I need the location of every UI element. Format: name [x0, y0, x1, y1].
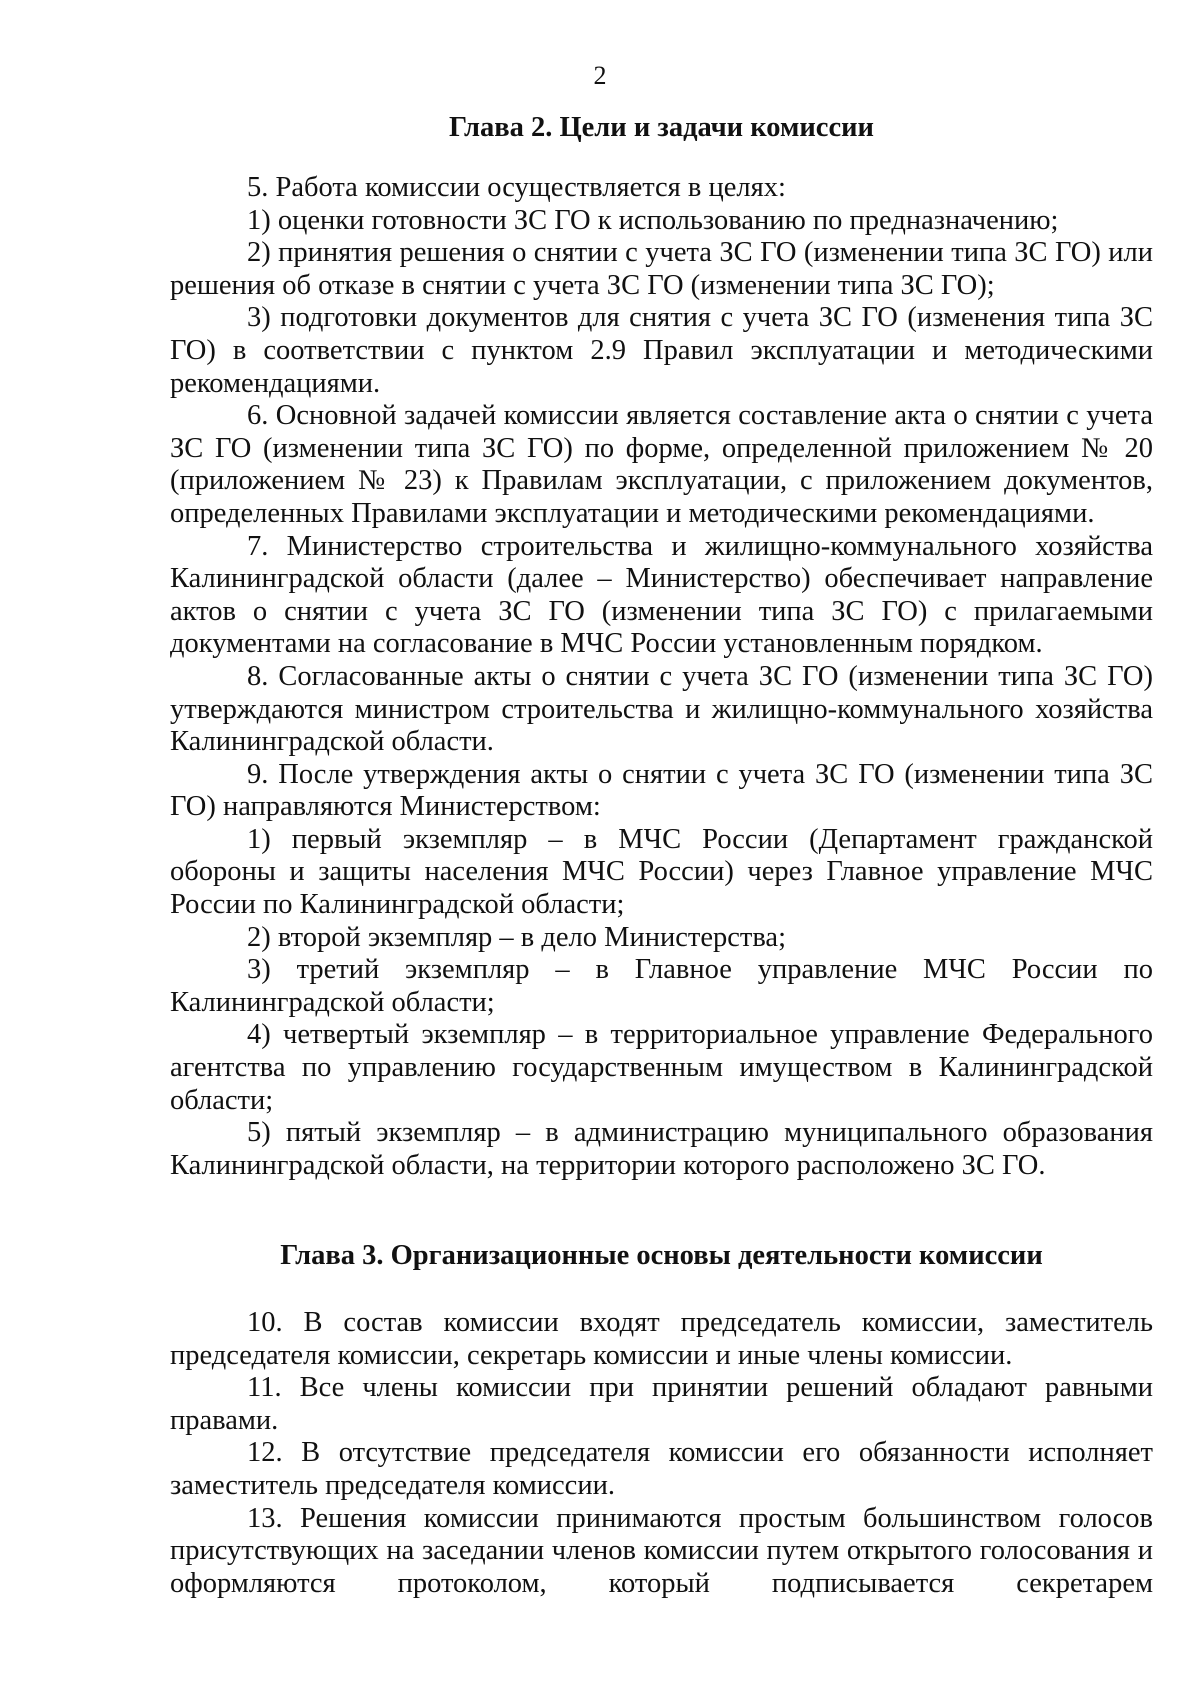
chapter-3-title: Глава 3. Организационные основы деятельности комиссии	[280, 1240, 1043, 1271]
paragraph-10: 10. В состав комиссии входят председатель комиссии, заместитель председателя комиссии, секретарь комиссии и иные члены комиссии.	[170, 1307, 1153, 1371]
paragraph-13: 13. Решения комиссии принимаются простым большинством голосов присутствующих на заседании членов комиссии путем открытого голосования и оформляются протоколом, который подписывается секретарем	[170, 1502, 1153, 1599]
paragraph-9-item-4: 4) четвертый экземпляр – в территориальное управление Федерального агентства по управлению государственным имуществом в Калининградской области;	[170, 1019, 1153, 1116]
paragraph-5-item-1: 1) оценки готовности ЗС ГО к использованию по предназначению;	[247, 204, 1059, 236]
page-number: 2	[593, 61, 607, 90]
paragraph-9-item-2: 2) второй экземпляр – в дело Министерства;	[247, 921, 786, 953]
paragraph-5-item-3: 3) подготовки документов для снятия с учета ЗС ГО (изменения типа ЗС ГО) в соответствии с пунктом 2.9 Правил эксплуатации и методическими рекомендациями.	[170, 302, 1153, 399]
paragraph-12: 12. В отсутствие председателя комиссии его обязанности исполняет заместитель председателя комиссии.	[170, 1437, 1153, 1501]
chapter-2-body	[170, 172, 1153, 1182]
paragraph-11: 11. Все члены комиссии при принятии решений обладают равными правами.	[170, 1372, 1153, 1436]
paragraph-7: 7. Министерство строительства и жилищно-коммунального хозяйства Калининградской области (далее – Министерство) обеспечивает направление актов о снятии с учета ЗС ГО (изменении типа ЗС ГО) с прилагаемыми документами на согласование в МЧС России установленным порядком.	[170, 530, 1153, 660]
chapter-2-title: Глава 2. Цели и задачи комиссии	[449, 112, 874, 143]
paragraph-5: 5. Работа комиссии осуществляется в целях:	[247, 172, 786, 203]
chapter-3-body	[170, 1307, 1153, 1600]
paragraph-9-item-1: 1) первый экземпляр – в МЧС России (Департамент гражданской обороны и защиты населения МЧС России) через Главное управление МЧС России по Калининградской области;	[170, 823, 1153, 921]
paragraph-6: 6. Основной задачей комиссии является составление акта о снятии с учета ЗС ГО (изменении типа ЗС ГО) по форме, определенной приложением № 20 (приложением № 23) к Правилам эксплуатации, с приложением документов, определенных Правилами эксплуатации и методическими рекомендациями.	[170, 400, 1153, 529]
paragraph-9-item-5: 5) пятый экземпляр – в администрацию муниципального образования Калининградской области, на территории которого расположено ЗС ГО.	[170, 1117, 1153, 1181]
paragraph-9-item-3: 3) третий экземпляр – в Главное управление МЧС России по Калининградской области;	[170, 954, 1153, 1018]
paragraph-8: 8. Согласованные акты о снятии с учета ЗС ГО (изменении типа ЗС ГО) утверждаются министром строительства и жилищно-коммунального хозяйства Калининградской области.	[170, 660, 1153, 758]
paragraph-9: 9. После утверждения акты о снятии с учета ЗС ГО (изменении типа ЗС ГО) направляются Министерством:	[170, 758, 1153, 823]
paragraph-5-item-2: 2) принятия решения о снятии с учета ЗС ГО (изменении типа ЗС ГО) или решения об отказе в снятии с учета ЗС ГО (изменении типа ЗС ГО);	[170, 237, 1153, 301]
